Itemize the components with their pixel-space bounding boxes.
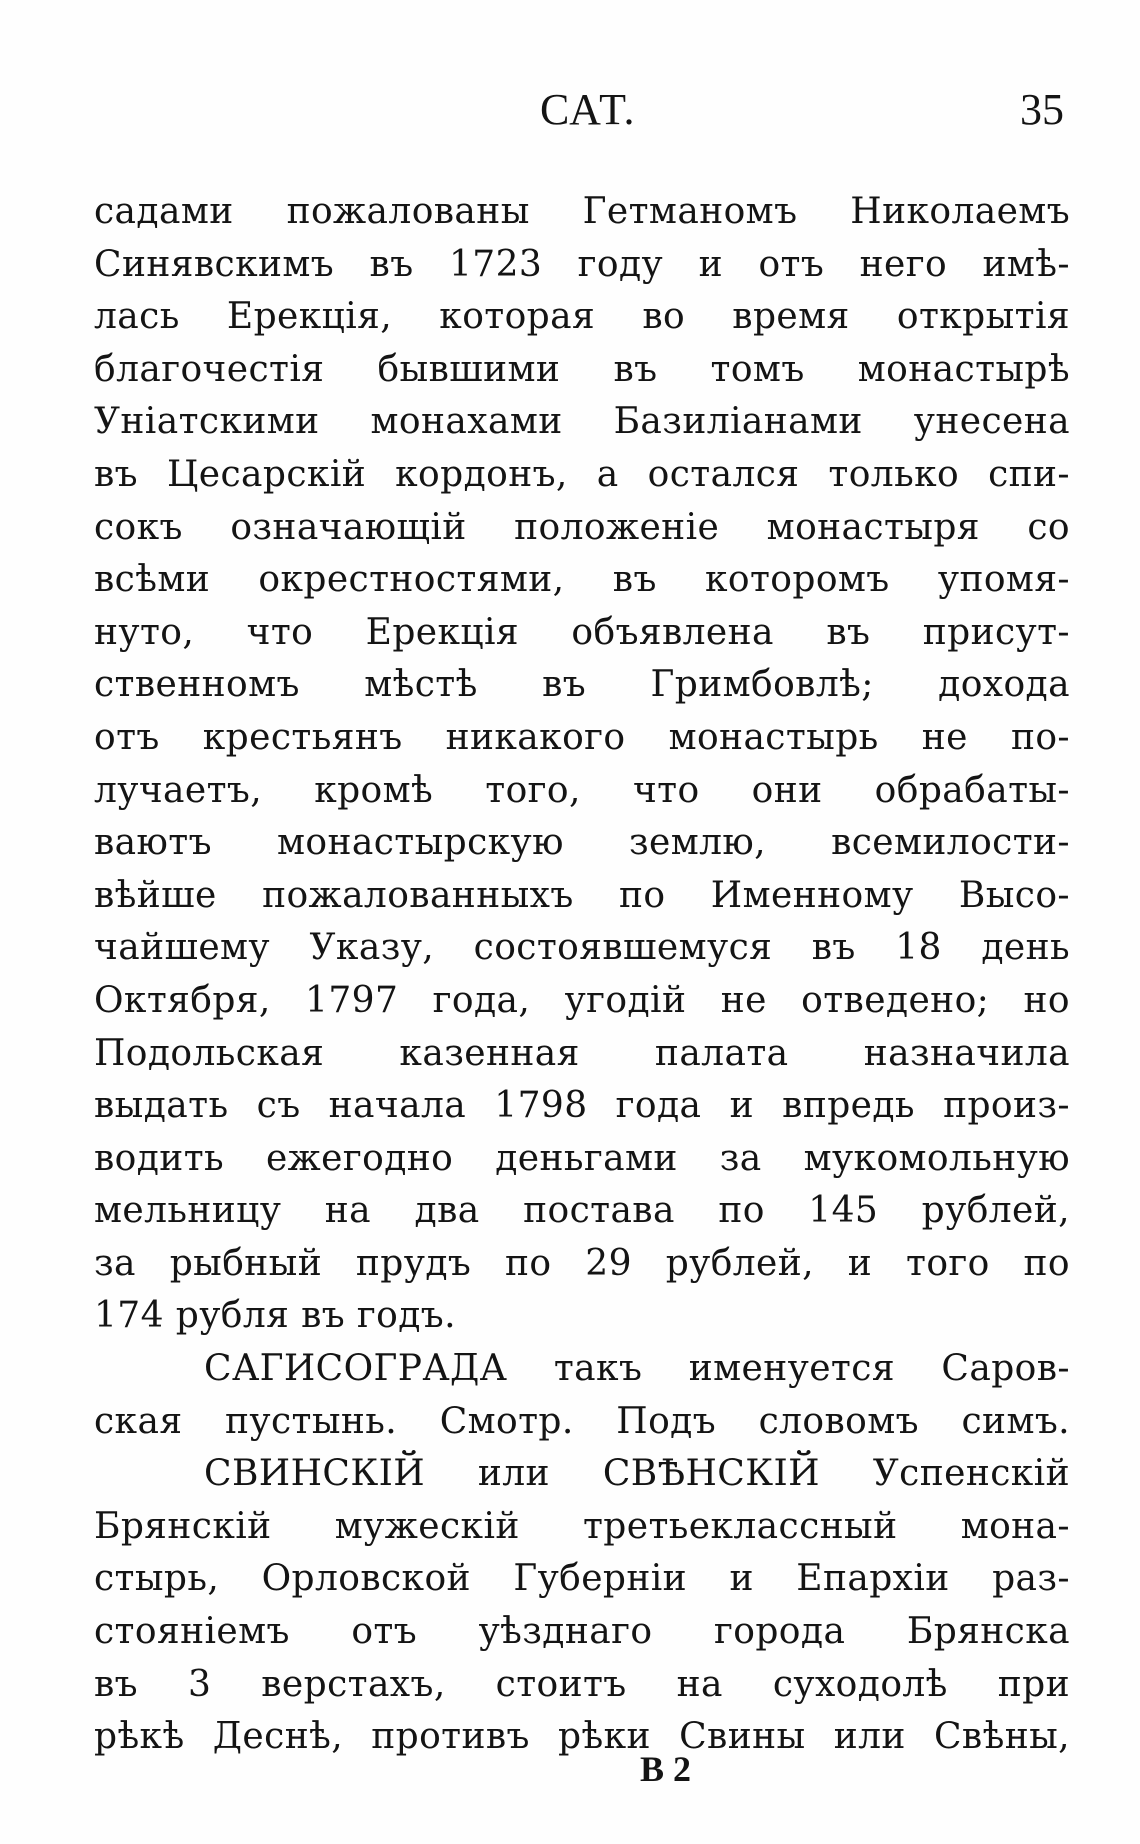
text-line: стояніемъ отъ уѣзднаго города Брянска xyxy=(94,1611,1070,1653)
text-line: благочестія бывшими въ томъ монастырѣ xyxy=(94,348,1070,390)
entry-line: СВИНСКІЙ или СВѢНСКІЙ Успенскій xyxy=(204,1453,1070,1495)
text-line: рѣкѣ Деснѣ, противъ рѣки Свины или Свѣны, xyxy=(94,1716,1070,1758)
text-line: Брянскій мужескій третьеклассный мона- xyxy=(94,1505,1070,1547)
signature-mark: В 2 xyxy=(640,1749,692,1789)
page-header xyxy=(0,84,1140,144)
text-line: въ Цесарскій кордонъ, а остался только спи- xyxy=(94,453,1070,495)
running-head: САТ. xyxy=(540,85,637,134)
text-line: нуто, что Ерекція объявлена въ присут- xyxy=(94,611,1070,653)
text-line: отъ крестьянъ никакого монастырь не по- xyxy=(94,716,1070,758)
text-line: мельницу на два постава по 145 рублей, xyxy=(94,1190,1070,1232)
text-line: Синявскимъ въ 1723 году и отъ него имѣ- xyxy=(94,243,1070,285)
text-line: вѣйше пожалованныхъ по Именному Высо- xyxy=(94,874,1070,916)
text-line: ская пустынь. Смотр. Подъ словомъ симъ. xyxy=(94,1400,1070,1442)
body-text xyxy=(94,186,1070,1764)
text-line: лась Ерекція, которая во время открытія xyxy=(94,296,1070,338)
text-line: Подольская казенная палата назначила xyxy=(94,1032,1070,1074)
text-line: за рыбный прудъ по 29 рублей, и того по xyxy=(94,1242,1070,1284)
text-line: въ 3 верстахъ, стоитъ на суходолѣ при xyxy=(94,1663,1070,1705)
text-line: садами пожалованы Гетманомъ Николаемъ xyxy=(94,191,1070,232)
page-number: 35 xyxy=(1020,85,1064,134)
text-line: стырь, Орловской Губерніи и Епархіи раз- xyxy=(94,1558,1070,1600)
text-line: ственномъ мѣстѣ въ Гримбовлѣ; дохода xyxy=(94,664,1070,706)
text-line: сокъ означающій положеніе монастыря со xyxy=(94,506,1070,548)
text-line: всѣми окрестностями, въ которомъ упомя- xyxy=(94,559,1070,601)
text-line: 174 рубля въ годъ. xyxy=(94,1295,456,1337)
text-line: Октября, 1797 года, угодій не отведено; но xyxy=(94,979,1070,1021)
text-line: выдать съ начала 1798 года и впредь произ- xyxy=(94,1085,1070,1127)
entry-line: САГИСОГРАДА такъ именуется Саров- xyxy=(204,1348,1070,1390)
text-line: водить ежегодно деньгами за мукомольную xyxy=(94,1137,1070,1179)
text-line: ваютъ монастырскую землю, всемилости- xyxy=(94,822,1070,864)
text-line: лучаетъ, кромѣ того, что они обрабаты- xyxy=(94,769,1070,811)
text-line: Уніатскими монахами Базиліанами унесена xyxy=(94,401,1070,443)
text-line: чайшему Указу, состоявшемуся въ 18 день xyxy=(94,927,1070,969)
